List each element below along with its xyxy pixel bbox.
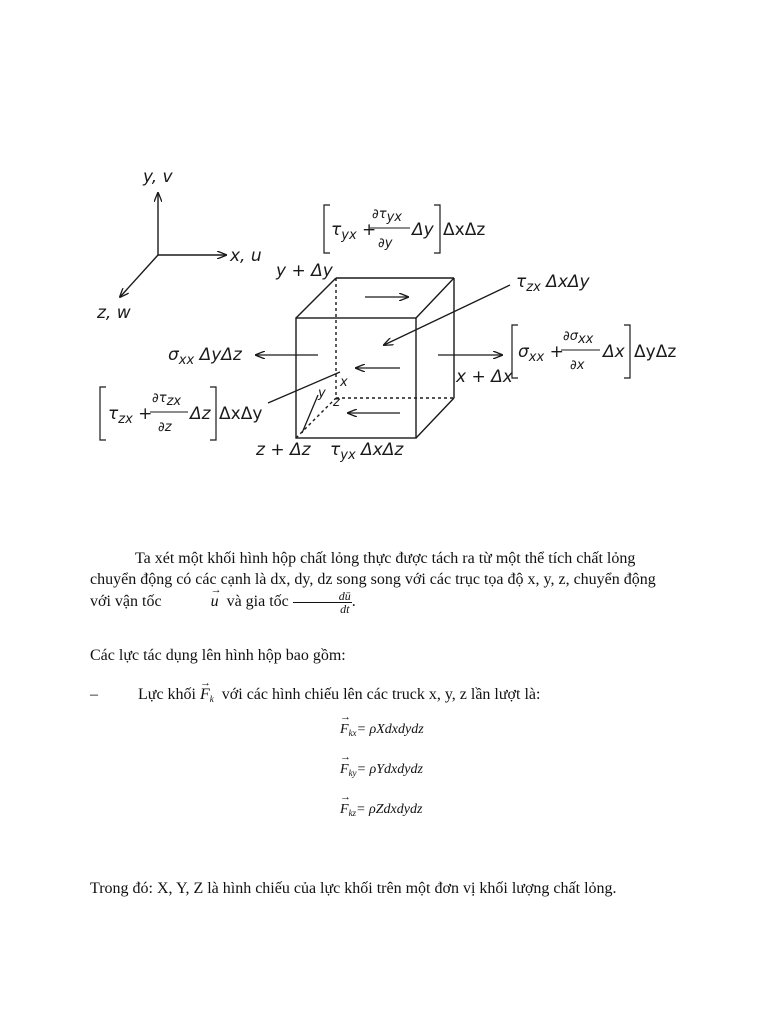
right-factor: ΔyΔz [634,342,677,362]
body-force-item: – Lực khối → $F_k$ với các hình chiếu lên các truck x, y, z lần lượt là: [90,684,670,710]
svg-text:∂x: ∂x [570,358,585,373]
right-bracket-expression [512,325,676,378]
y-plus-label: y + Δy [276,261,333,281]
svg-text:∂y: ∂y [378,236,393,251]
bullet-dash: – [90,686,98,703]
svg-text:Δx: Δx [603,342,625,362]
acceleration-fraction: $\frac{dū}{dt}$ [293,590,352,615]
top-bracket-expression [324,205,485,253]
tau-yx-bottom-label: $\tau_{yx}$ ΔxΔz [330,440,404,463]
svg-text:τzx +: $\tau_{zx}$ + [108,404,153,427]
svg-text:Δy: Δy [412,220,434,240]
left-bracket-expression [100,387,262,440]
equation-fkx: → $F_{kx}=$ ρXdxdydz [340,722,424,738]
velocity-symbol: → u [166,591,219,612]
intro-mid-text: và gia tốc [226,593,289,611]
definition-paragraph: Trong đó: X, Y, Z là hình chiếu của lực khối trên một đơn vị khối lượng chất lỏng. [90,880,617,897]
z-axis-arrow [120,255,158,297]
sigma-left-label: $\sigma_{xx}$ ΔyΔz [168,345,242,368]
svg-text:∂τzx: ∂τzx [152,391,182,409]
equation-fkz: → $F_{kz}=$ ρZdxdydz [340,802,422,818]
forces-heading: Các lực tác dụng lên hình hộp bao gồm: [90,647,346,664]
top-factor: ΔxΔz [443,220,486,240]
inner-axis-z-line [302,395,318,433]
svg-text:σxx +: $\sigma_{xx}$ + [518,342,564,365]
fluid-cube [296,278,454,438]
force-arrows [256,285,510,433]
x-plus-label: x + Δx [456,367,513,387]
z-plus-label: z + Δz [256,440,311,460]
svg-text:Δz: Δz [190,404,211,424]
equation-fky: → $F_{ky}=$ ρYdxdydz [340,762,423,778]
coordinate-axes [120,193,226,297]
x-axis-label: x, u [230,246,262,266]
intro-paragraph: Ta xét một khối hình hộp chất lỏng thực được tách ra từ một thể tích chất lỏng chuyển động có các cạnh là dx, dy, dz song song với các trục tọa độ x, y, z, chuyển động với vận tốc → u và gia tốc $\frac{dū}{dt}$ . [90,548,670,615]
inner-x-label: x [340,375,348,390]
svg-text:τyx +: $\tau_{yx}$ + [331,220,377,243]
intro-text: Ta xét một khối hình hộp chất lỏng thực được tách ra từ một thể tích chất lỏng chuyển động có các cạnh là dx, dy, dz song song với các trục tọa độ x, y, z, chuyển động với vận tốc [90,550,656,611]
left-factor: ΔxΔy [219,404,263,424]
inner-y-label: y [318,386,326,401]
z-axis-label: z, w [97,303,131,323]
tau-zx-left-pointer [268,372,340,403]
svg-text:∂z: ∂z [158,420,172,435]
inner-z-label: z [333,395,340,410]
tau-zx-pointer [384,285,510,345]
svg-text:∂τyx: ∂τyx [372,207,402,225]
fk-symbol: → $F_k$ [200,684,214,710]
tau-zx-label: $\tau_{zx}$ ΔxΔy [516,272,590,295]
svg-text:∂σxx: ∂σxx [563,329,594,347]
stress-element-diagram [0,0,768,500]
y-axis-label: y, v [143,167,173,187]
